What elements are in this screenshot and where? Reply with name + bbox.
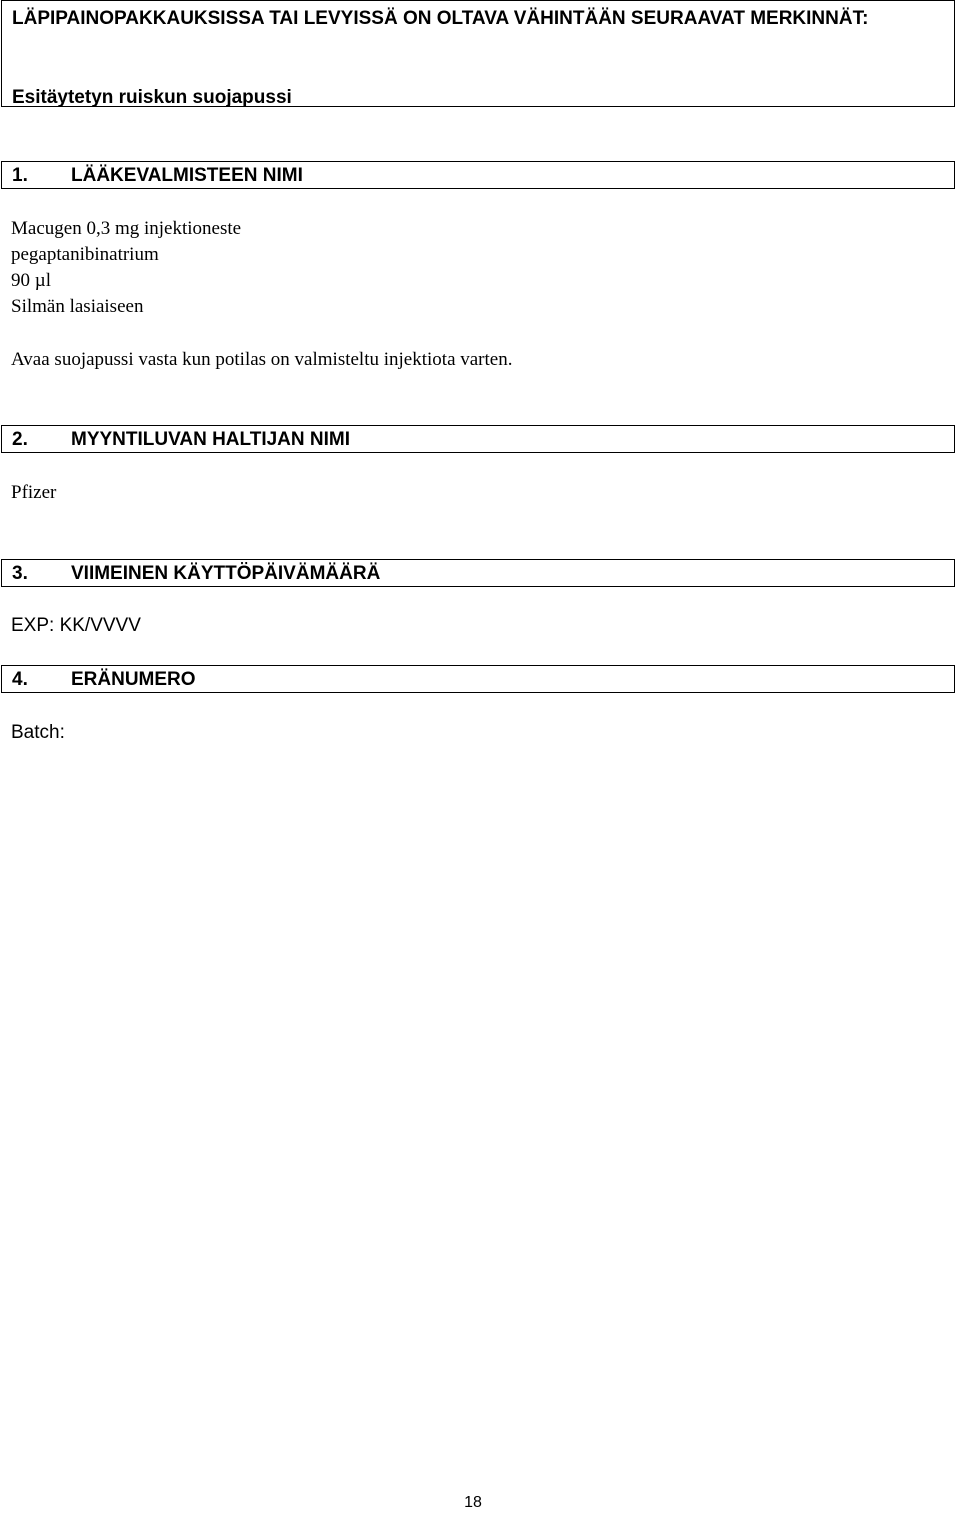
batch-line: Batch: [11, 722, 65, 743]
section-number: 1. [12, 165, 28, 186]
header-box [1, 0, 955, 107]
page-number: 18 [464, 1494, 482, 1511]
expiry-line: EXP: KK/VVVV [11, 615, 141, 636]
product-name-line: Macugen 0,3 mg injektioneste [11, 218, 242, 239]
section-heading-text: VIIMEINEN KÄYTTÖPÄIVÄMÄÄRÄ [71, 563, 381, 584]
page-title: LÄPIPAINOPAKKAUKSISSA TAI LEVYISSÄ ON OLTAVA VÄHINTÄÄN SEURAAVAT MERKINNÄT: [12, 8, 869, 29]
section-heading-text: MYYNTILUVAN HALTIJAN NIMI [71, 429, 351, 450]
holder-name-line: Pfizer [11, 482, 57, 503]
section-1-heading [1, 161, 955, 189]
section-4-heading [1, 665, 955, 693]
instruction-note: Avaa suojapussi vasta kun potilas on valmisteltu injektiota varten. [11, 349, 513, 370]
volume-line: 90 µl [11, 270, 51, 291]
section-heading-text: LÄÄKEVALMISTEEN NIMI [71, 165, 303, 186]
page-subtitle: Esitäytetyn ruiskun suojapussi [12, 87, 292, 108]
route-line: Silmän lasiaiseen [11, 296, 144, 317]
section-number: 3. [12, 563, 28, 584]
active-substance-line: pegaptanibinatrium [11, 244, 159, 265]
section-number: 4. [12, 669, 28, 690]
section-heading-text: ERÄNUMERO [71, 669, 196, 690]
section-3-heading [1, 559, 955, 587]
section-number: 2. [12, 429, 28, 450]
section-2-heading [1, 425, 955, 453]
